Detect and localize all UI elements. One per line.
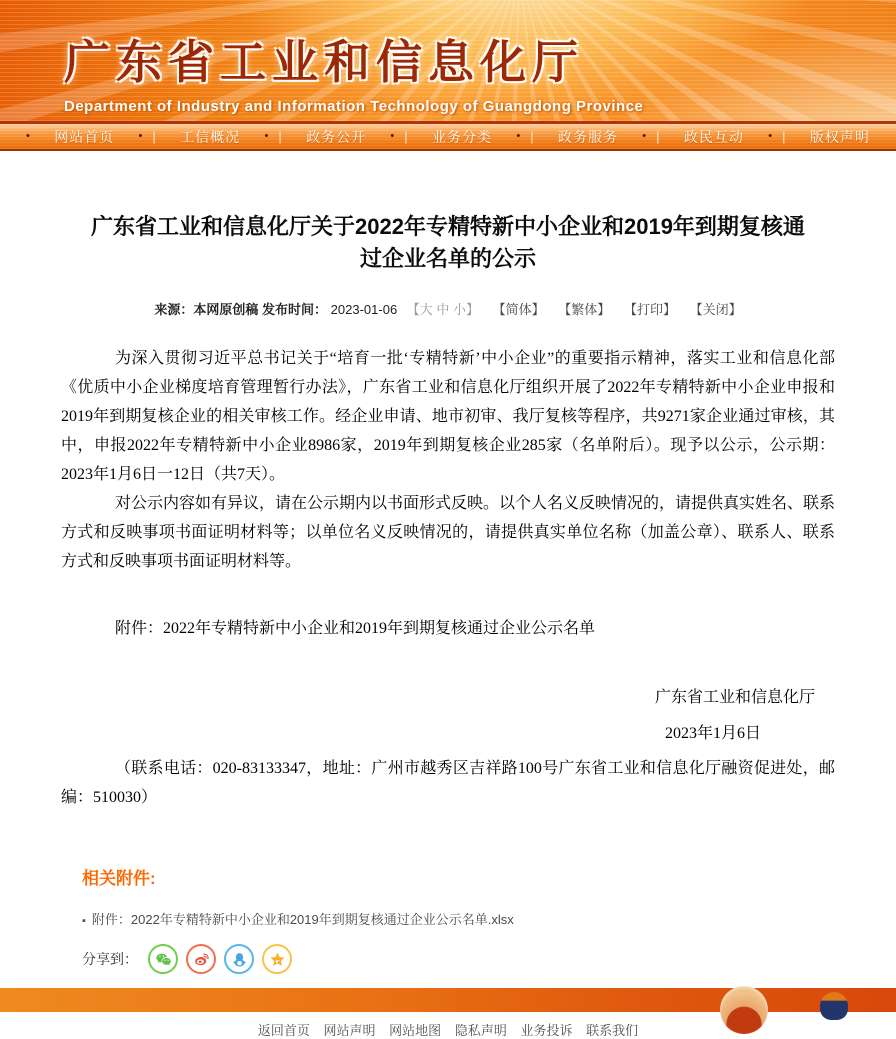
footer-link-home[interactable]: 返回首页 bbox=[257, 1023, 310, 1038]
main-nav bbox=[0, 121, 896, 151]
print-button[interactable]: 【打印】 bbox=[623, 302, 676, 317]
signature-org: 广东省工业和信息化厅 bbox=[654, 689, 815, 706]
attachment-file-link[interactable]: ▪ 附件：2022年专精特新中小企业和2019年到期复核通过企业公示名单.xlsx bbox=[82, 912, 514, 927]
attachment-inline-link[interactable]: 附件：2022年专精特新中小企业和2019年到期复核通过企业公示名单 bbox=[115, 620, 596, 637]
assistant-robot-widget[interactable] bbox=[720, 986, 768, 1034]
share-label: 分享到： bbox=[82, 951, 138, 967]
nav-dot: • bbox=[768, 130, 773, 142]
publish-date-label: 发布时间： bbox=[262, 302, 328, 317]
nav-separator: | bbox=[782, 129, 786, 144]
qzone-share-icon[interactable] bbox=[262, 944, 292, 974]
related-attachments bbox=[61, 864, 835, 928]
nav-dot: • bbox=[642, 130, 647, 142]
simplified-button[interactable]: 【简体】 bbox=[492, 302, 545, 317]
nav-item-business[interactable]: 业务分类 bbox=[432, 128, 493, 145]
contact-info: （联系电话：020-83133347，地址：广州市越秀区吉祥路100号广东省工业和信息化厅融资促进处，邮编：510030） bbox=[61, 760, 835, 806]
footer-link-site-statement[interactable]: 网站声明 bbox=[323, 1023, 376, 1038]
bullet-icon: ▪ bbox=[82, 915, 86, 927]
back-to-top-widget[interactable] bbox=[820, 992, 848, 1020]
site-title-english: Department of Industry and Information Technology of Guangdong Province bbox=[64, 98, 644, 115]
nav-separator: | bbox=[656, 129, 660, 144]
site-banner bbox=[0, 0, 896, 121]
nav-item-copyright[interactable]: 版权声明 bbox=[809, 128, 870, 145]
nav-item-home[interactable]: 网站首页 bbox=[54, 128, 115, 145]
signature-date: 2023年1月6日 bbox=[664, 725, 761, 742]
nav-separator: | bbox=[278, 129, 282, 144]
paragraph: 对公示内容如有异议，请在公示期内以书面形式反映。以个人名义反映情况的，请提供真实姓名、联系方式和反映事项书面证明材料等；以单位名义反映情况的，请提供真实单位名称（加盖公章）、联系人、联系方式和反映事项书面证明材料等。 bbox=[61, 495, 836, 570]
share-bar bbox=[82, 944, 835, 974]
font-size-tool[interactable]: 【大 中 小】 bbox=[406, 302, 480, 317]
nav-dot: • bbox=[138, 130, 143, 142]
nav-separator: | bbox=[152, 129, 156, 144]
nav-separator: | bbox=[404, 129, 408, 144]
footer-link-sitemap[interactable]: 网站地图 bbox=[389, 1023, 442, 1038]
nav-dot: • bbox=[264, 130, 269, 142]
nav-separator: | bbox=[530, 129, 534, 144]
nav-item-gov-disclosure[interactable]: 政务公开 bbox=[306, 128, 367, 145]
article bbox=[61, 151, 835, 974]
article-meta bbox=[61, 299, 835, 318]
related-attachments-heading: 相关附件: bbox=[82, 869, 156, 888]
article-title: 广东省工业和信息化厅关于2022年专精特新中小企业和2019年到期复核通过企业名单的公示 bbox=[91, 214, 805, 271]
footer-link-contact[interactable]: 联系我们 bbox=[586, 1023, 639, 1038]
traditional-button[interactable]: 【繁体】 bbox=[558, 302, 611, 317]
site-title-chinese: 广东省工业和信息化厅 bbox=[64, 37, 584, 88]
article-source: 来源：本网原创稿 bbox=[154, 302, 259, 317]
qq-share-icon[interactable] bbox=[224, 944, 254, 974]
footer-link-privacy[interactable]: 隐私声明 bbox=[454, 1023, 507, 1038]
publish-date: 2023-01-06 bbox=[330, 302, 398, 317]
nav-dot: • bbox=[516, 130, 521, 142]
nav-dot: • bbox=[26, 130, 30, 142]
wechat-share-icon[interactable] bbox=[148, 944, 178, 974]
nav-item-services[interactable]: 政务服务 bbox=[557, 128, 618, 145]
article-body bbox=[61, 344, 835, 812]
nav-item-overview[interactable]: 工信概况 bbox=[180, 128, 241, 145]
footer-link-complaints[interactable]: 业务投诉 bbox=[520, 1023, 573, 1038]
weibo-share-icon[interactable] bbox=[186, 944, 216, 974]
nav-item-interaction[interactable]: 政民互动 bbox=[683, 128, 744, 145]
close-button[interactable]: 【关闭】 bbox=[689, 302, 742, 317]
nav-dot: • bbox=[390, 130, 395, 142]
paragraph: 为深入贯彻习近平总书记关于“培育一批‘专精特新’中小企业”的重要指示精神，落实工业和信息化部《优质中小企业梯度培育管理暂行办法》，广东省工业和信息化厅组织开展了2022年专精特新中小企业申报和2019年到期复核企业的相关审核工作。经企业申请、地市初审、我厅复核等程序，共9271家企业通过审核，其中，申报2022年专精特新中小企业8986家，2019年到期复核企业285家（名单附后）。现予以公示，公示期：2023年1月6日一12日（共7天）。 bbox=[61, 350, 835, 483]
